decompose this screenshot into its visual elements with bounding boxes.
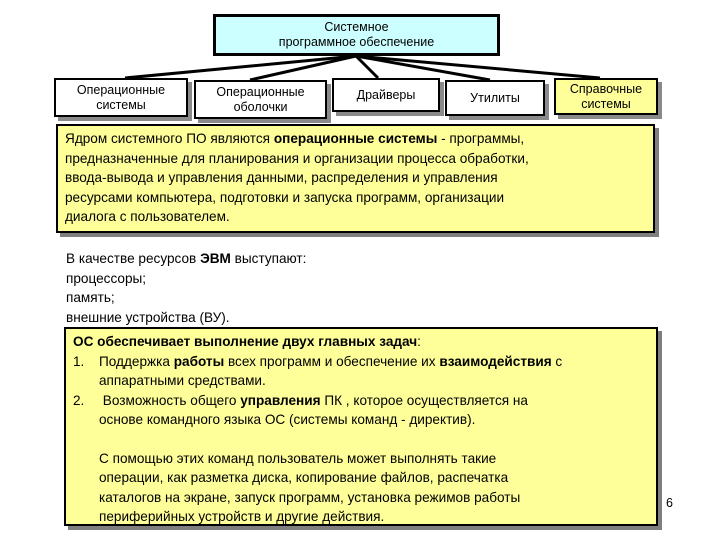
resources-line: память; bbox=[66, 290, 115, 305]
category-label: системы bbox=[96, 97, 146, 112]
connector-line bbox=[356, 56, 600, 78]
resources-line bbox=[66, 249, 306, 269]
category-label: Операционные bbox=[76, 82, 166, 97]
category-label: оболочки bbox=[233, 99, 288, 114]
commands-paragraph-line: периферийных устройств и другие действия. bbox=[99, 509, 385, 524]
panel-line: ввода-вывода и управления данными, распределения и управления bbox=[65, 170, 498, 185]
category-label: Справочные bbox=[569, 81, 643, 96]
text-run: выступают: bbox=[230, 251, 307, 266]
root-node-system-software bbox=[213, 14, 500, 56]
root-node-line: программное обеспечение bbox=[278, 35, 435, 49]
text-run: В качестве ресурсов bbox=[66, 251, 201, 266]
category-label: Драйверы bbox=[356, 87, 416, 102]
list-number: 1. bbox=[73, 353, 85, 369]
category-drivers bbox=[332, 78, 440, 112]
connector-line bbox=[125, 56, 356, 78]
text-run: Ядром системного ПО являются bbox=[65, 131, 274, 146]
list-number: 2. bbox=[73, 392, 85, 408]
category-label: Утилиты bbox=[470, 90, 520, 105]
os-tasks-panel bbox=[64, 327, 658, 526]
panel-line bbox=[65, 129, 646, 149]
task-item-1 bbox=[73, 352, 649, 372]
root-node-line: Системное bbox=[324, 20, 389, 34]
text-run: : bbox=[417, 334, 421, 349]
task-item-continuation: аппаратными средствами. bbox=[99, 373, 266, 388]
emphasis-os: операционные системы bbox=[273, 131, 438, 146]
resources-text bbox=[66, 249, 306, 327]
category-utilities bbox=[445, 80, 545, 116]
text-run: с bbox=[551, 353, 563, 369]
commands-paragraph-line: операции, как разметка диска, копирование файлов, распечатка bbox=[99, 470, 509, 485]
resources-line: внешние устройства (ВУ). bbox=[66, 309, 230, 325]
category-help-systems bbox=[554, 78, 658, 115]
emphasis-text: управления bbox=[240, 392, 321, 408]
panel-line: предназначенные для планирования и организации процесса обработки, bbox=[65, 150, 529, 166]
panel-line: ресурсами компьютера, подготовки и запуска программ, организации bbox=[65, 189, 505, 205]
page-number: 6 bbox=[666, 496, 673, 510]
task-item-continuation: основе командного языка ОС (системы команд - директив). bbox=[99, 412, 476, 427]
category-operating-systems bbox=[54, 78, 188, 117]
category-label: Операционные bbox=[216, 84, 305, 99]
emphasis-text: взаимодействия bbox=[439, 353, 552, 369]
emphasis-text: работы bbox=[173, 353, 225, 369]
tasks-heading bbox=[73, 332, 649, 352]
category-os-shells bbox=[194, 80, 327, 119]
commands-paragraph-line: каталогов на экране, запуск программ, установка режимов работы bbox=[99, 489, 521, 505]
text-run: Возможность общего bbox=[99, 392, 241, 408]
commands-paragraph-line: С помощью этих команд пользователь может выполнять такие bbox=[99, 450, 497, 466]
text-run: - программы, bbox=[437, 131, 525, 146]
text-run: всех программ и обеспечение их bbox=[224, 353, 440, 369]
text-run: Поддержка bbox=[99, 353, 174, 369]
category-label: системы bbox=[581, 96, 631, 111]
resources-line: процессоры; bbox=[66, 270, 147, 286]
emphasis-evm: ЭВМ bbox=[200, 251, 231, 266]
task-item-2 bbox=[73, 391, 649, 411]
os-definition-panel bbox=[56, 124, 655, 233]
text-run: ПК , которое осуществляется на bbox=[320, 392, 528, 408]
heading-text: ОС обеспечивает выполнение двух главных задач bbox=[73, 334, 418, 349]
panel-line: диалога с пользователем. bbox=[65, 209, 230, 224]
